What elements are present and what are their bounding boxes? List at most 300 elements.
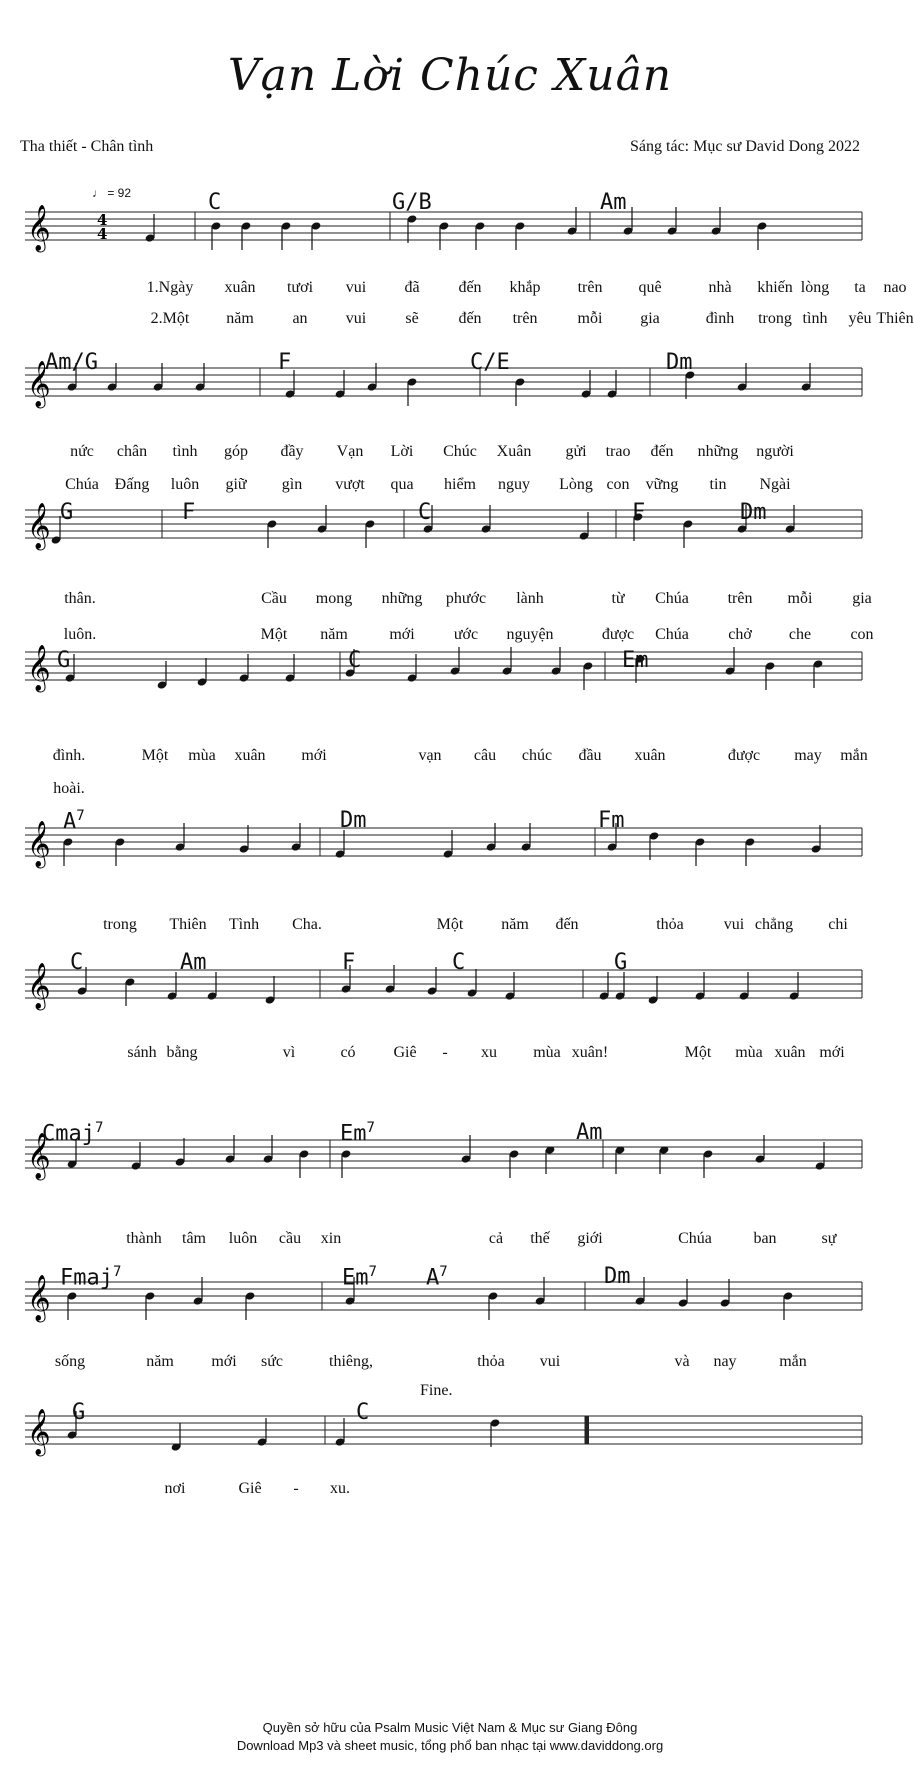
lyric-syllable: đến	[458, 279, 482, 296]
note	[467, 969, 478, 998]
lyric-syllable: người	[756, 443, 794, 460]
note	[703, 1149, 714, 1178]
lyric-syllable: sẽ	[405, 310, 419, 327]
note	[317, 505, 328, 534]
note	[239, 654, 250, 683]
style-marking: Tha thiết - Chân tình	[20, 138, 154, 155]
note	[153, 363, 164, 392]
lyric-syllable: con	[850, 626, 874, 643]
note	[695, 972, 706, 1001]
note	[145, 214, 156, 243]
chord-symbol	[70, 950, 83, 975]
chord-root: A	[63, 809, 77, 835]
chord-root: A	[426, 1265, 440, 1291]
chord-symbol	[418, 500, 431, 525]
lyric-syllable: sống	[54, 1353, 86, 1370]
lyric-syllable: những	[381, 590, 423, 607]
lyric-syllable: có	[340, 1044, 356, 1061]
lyric-syllable: mắn	[779, 1353, 807, 1370]
chord-symbol	[614, 950, 627, 975]
chord-root: C	[356, 1400, 370, 1425]
chord-root: C	[452, 950, 466, 975]
lyric-syllable: mới	[389, 626, 415, 643]
lyric-syllable: cầu	[278, 1230, 302, 1247]
note	[635, 1277, 646, 1306]
note	[193, 1277, 204, 1306]
note	[131, 1142, 142, 1171]
lyric-syllable: đến	[458, 310, 482, 327]
lyric-syllable: mới	[301, 747, 327, 764]
note	[579, 512, 590, 541]
note	[175, 823, 186, 852]
note	[509, 1149, 520, 1178]
lyric-syllable: Ngài	[759, 476, 791, 493]
lyric-syllable: luôn.	[63, 626, 97, 643]
lyric-syllable: mùa	[735, 1044, 763, 1061]
chord-root: G	[60, 500, 74, 525]
note	[145, 1291, 156, 1320]
chord-symbol	[356, 1400, 369, 1425]
note	[801, 363, 812, 392]
lyric-syllable: vui	[345, 279, 367, 296]
lyric-syllable: năm	[146, 1353, 174, 1370]
note	[581, 370, 592, 399]
lyric-syllable: chúc	[521, 747, 553, 764]
chord-root: Dm	[340, 808, 367, 833]
lyric-syllable: đã	[404, 279, 420, 296]
note	[765, 661, 776, 690]
note	[481, 505, 492, 534]
lyric-syllable: nao	[883, 279, 907, 296]
note	[385, 965, 396, 994]
lyric-syllable: hiểm	[444, 476, 476, 493]
note	[167, 972, 178, 1001]
note	[815, 1142, 826, 1171]
note	[535, 1277, 546, 1306]
note	[239, 825, 250, 854]
lyric-syllable: xu	[481, 1044, 497, 1061]
chord-root: F	[342, 950, 356, 975]
lyric-syllable: cả	[488, 1230, 504, 1247]
note	[195, 363, 206, 392]
note	[695, 837, 706, 866]
lyric-syllable: nay	[713, 1353, 737, 1370]
lyric-syllable: Cầu	[261, 590, 287, 607]
note	[783, 1291, 794, 1320]
staff-system	[0, 1396, 900, 1466]
lyric-syllable: những	[697, 443, 739, 460]
chord-symbol	[426, 1264, 448, 1290]
chord-symbol	[342, 1264, 377, 1290]
lyric-syllable: được	[727, 747, 761, 764]
lyric-syllable: năm	[226, 310, 254, 327]
lyric-syllable: che	[788, 626, 812, 643]
chord-root: C	[348, 648, 362, 673]
lyric-syllable: thỏa	[477, 1353, 505, 1370]
lyric-syllable: -	[293, 1480, 299, 1497]
lyric-syllable: gia	[640, 310, 660, 327]
note	[725, 647, 736, 676]
note	[648, 976, 659, 1005]
lyric-syllable: -	[442, 1044, 448, 1061]
lyric-syllable: xuân	[774, 1044, 806, 1061]
composer-credit: Sáng tác: Mục sư David Dong 2022	[630, 138, 860, 155]
lyric-syllable: Chúa	[678, 1230, 712, 1247]
note	[407, 214, 418, 243]
lyric-syllable: mỗi	[577, 310, 603, 327]
chord-symbol	[622, 648, 649, 673]
note	[245, 1291, 256, 1320]
chord-extension: 7	[94, 1120, 104, 1136]
lyric-syllable: sự	[821, 1230, 837, 1247]
chord-root: F	[182, 500, 196, 525]
lyric-syllable: được	[601, 626, 635, 643]
note	[107, 363, 118, 392]
note	[755, 1135, 766, 1164]
note	[211, 221, 222, 250]
lyric-syllable: trên	[577, 279, 603, 296]
lyric-syllable: gửi	[565, 443, 587, 460]
quarter-note-icon: ♩	[92, 186, 104, 200]
note	[515, 221, 526, 250]
chord-root: Am	[600, 190, 627, 215]
lyric-syllable: tâm	[182, 1230, 206, 1247]
lyric-syllable: vạn	[418, 747, 442, 764]
note	[739, 972, 750, 1001]
staff-system	[0, 950, 900, 1020]
lyric-syllable: thỏa	[656, 916, 684, 933]
note	[407, 377, 418, 406]
lyric-syllable: Giê	[238, 1480, 262, 1497]
lyric-syllable: đầu	[578, 747, 602, 764]
lyric-syllable: lòng	[800, 279, 830, 296]
chord-symbol	[470, 350, 510, 375]
chord-symbol	[45, 350, 98, 375]
lyric-syllable: Một	[684, 1044, 712, 1061]
note	[225, 1135, 236, 1164]
chord-root: Em	[342, 1265, 369, 1291]
lyric-syllable: ta	[854, 279, 866, 296]
lyric-syllable: trên	[727, 590, 753, 607]
chord-symbol	[57, 648, 70, 673]
lyric-syllable: hoài.	[53, 780, 85, 797]
note	[175, 1138, 186, 1167]
lyric-syllable: luôn	[228, 1230, 258, 1247]
note	[583, 661, 594, 690]
note	[515, 377, 526, 406]
chord-symbol	[666, 350, 693, 375]
chord-symbol	[452, 950, 465, 975]
note	[157, 661, 168, 690]
lyric-syllable: giữ	[225, 476, 247, 493]
note	[407, 654, 418, 683]
lyric-syllable: giới	[577, 1230, 603, 1247]
note	[311, 221, 322, 250]
staff-system	[0, 1262, 900, 1332]
lyric-syllable: vì	[282, 1044, 296, 1061]
lyric-syllable: mùa	[533, 1044, 561, 1061]
chord-symbol	[600, 190, 627, 215]
lyric-syllable: tình	[802, 310, 828, 327]
treble-clef-icon: 𝄞	[27, 1275, 51, 1321]
lyric-syllable: trong	[103, 916, 137, 933]
time-signature-digit: 4	[97, 211, 108, 229]
note	[615, 1145, 626, 1174]
note	[450, 647, 461, 676]
lyric-syllable: gìn	[281, 476, 303, 493]
lyric-syllable: chẳng	[754, 916, 794, 933]
note	[813, 659, 824, 688]
lyric-syllable: gia	[852, 590, 872, 607]
note	[615, 972, 626, 1001]
note	[720, 1279, 731, 1308]
chord-symbol	[340, 1120, 375, 1146]
lyric-syllable: tình	[172, 443, 198, 460]
chord-root: C	[208, 190, 222, 215]
lyric-syllable: xuân	[234, 747, 266, 764]
chord-symbol	[740, 500, 767, 525]
lyric-syllable: Giê	[393, 1044, 417, 1061]
note	[659, 1145, 670, 1174]
lyric-syllable: xu.	[330, 1480, 350, 1497]
chord-root: G	[614, 950, 628, 975]
note	[607, 370, 618, 399]
note	[505, 972, 516, 1001]
note	[335, 370, 346, 399]
time-signature-digit: 4	[97, 225, 108, 243]
lyric-syllable: khiến	[757, 279, 793, 296]
lyric-syllable: mắn	[840, 747, 868, 764]
note	[67, 1291, 78, 1320]
lyric-syllable: và	[674, 1353, 690, 1370]
lyric-syllable: vui	[539, 1353, 561, 1370]
lyric-syllable: 2.Một	[150, 310, 190, 327]
staff-system	[0, 192, 900, 262]
lyric-syllable: Tình	[228, 916, 260, 933]
lyric-syllable: nơi	[164, 1480, 186, 1497]
chord-symbol	[63, 808, 85, 834]
footer-download: Download Mp3 và sheet music, tổng phổ ban nhạc tại www.daviddong.org	[236, 1738, 664, 1753]
note	[63, 837, 74, 866]
lyric-syllable: xuân	[634, 747, 666, 764]
chord-symbol	[208, 190, 221, 215]
lyric-syllable: vượt	[335, 476, 365, 493]
staff-system	[0, 348, 900, 418]
lyric-syllable: Chúc	[443, 443, 477, 460]
treble-clef-icon: 𝄞	[27, 1409, 51, 1455]
note	[125, 977, 136, 1006]
note	[265, 976, 276, 1005]
lyric-syllable: vui	[723, 916, 745, 933]
chord-extension: 7	[439, 1264, 448, 1280]
chord-root: Cmaj	[42, 1121, 95, 1147]
chord-extension: 7	[366, 1120, 375, 1136]
treble-clef-icon: 𝄞	[27, 645, 51, 691]
lyric-syllable: đến	[555, 916, 579, 933]
chord-symbol	[598, 808, 625, 833]
note	[263, 1135, 274, 1164]
note	[567, 207, 578, 236]
staff-system	[0, 808, 900, 878]
chord-symbol	[632, 500, 645, 525]
treble-clef-icon: 𝄞	[27, 1133, 51, 1179]
lyric-syllable: mùa	[188, 747, 216, 764]
lyric-syllable: Chúa	[655, 590, 689, 607]
lyric-syllable: năm	[320, 626, 348, 643]
note	[678, 1279, 689, 1308]
note	[365, 519, 376, 548]
note	[683, 519, 694, 548]
chord-symbol	[392, 190, 432, 215]
lyric-syllable: mong	[315, 590, 353, 607]
lyric-syllable: Thiên	[876, 310, 914, 327]
chord-root: Am	[180, 950, 207, 975]
note	[335, 1418, 346, 1447]
note	[285, 654, 296, 683]
lyric-syllable: Xuân	[496, 443, 532, 460]
note	[443, 830, 454, 859]
chord-symbol	[60, 500, 73, 525]
lyric-syllable: câu	[473, 747, 497, 764]
note	[341, 1149, 352, 1178]
chord-extension: 7	[368, 1264, 377, 1280]
footer-copyright: Quyền sở hữu của Psalm Music Việt Nam & Mục sư Giang Đông	[262, 1720, 638, 1735]
lyric-syllable: Thiên	[169, 916, 207, 933]
note	[488, 1291, 499, 1320]
chord-symbol	[340, 808, 367, 833]
note	[811, 825, 822, 854]
lyric-syllable: khắp	[509, 279, 541, 296]
lyric-syllable: Đấng	[114, 476, 150, 493]
note	[241, 221, 252, 250]
lyric-syllable: năm	[501, 916, 529, 933]
note	[475, 221, 486, 250]
lyric-syllable: quê	[638, 279, 662, 296]
chord-root: C	[70, 950, 84, 975]
lyric-syllable: 1.Ngày	[146, 279, 194, 296]
lyric-syllable: sức	[261, 1353, 283, 1370]
lyric-syllable: trao	[605, 443, 631, 460]
note	[115, 837, 126, 866]
note	[427, 967, 438, 996]
lyric-syllable: yêu	[848, 310, 872, 327]
chord-symbol	[42, 1120, 103, 1146]
note	[267, 519, 278, 548]
note	[490, 1418, 501, 1447]
chord-symbol	[604, 1264, 631, 1289]
treble-clef-icon: 𝄞	[27, 205, 51, 251]
note	[545, 1145, 556, 1174]
lyric-syllable: Một	[436, 916, 464, 933]
note	[461, 1135, 472, 1164]
lyric-syllable: may	[794, 747, 822, 764]
note	[367, 363, 378, 392]
lyric-syllable: đình	[705, 310, 735, 327]
lyric-syllable: thiêng,	[329, 1353, 373, 1370]
note	[599, 972, 610, 1001]
lyric-syllable: nguy	[498, 476, 530, 493]
lyric-syllable: Lời	[390, 443, 414, 460]
chord-symbol	[72, 1400, 85, 1425]
lyric-syllable: đến	[650, 443, 674, 460]
lyric-syllable: Chúa	[655, 626, 689, 643]
fine-marking: Fine.	[420, 1382, 453, 1399]
chord-root: F	[632, 500, 646, 525]
lyric-syllable: chi	[828, 916, 848, 933]
note	[737, 363, 748, 392]
lyric-syllable: chân	[116, 443, 148, 460]
lyric-syllable: đầy	[280, 443, 304, 460]
treble-clef-icon: 𝄞	[27, 361, 51, 407]
song-title: Vạn Lời Chúc Xuân	[227, 50, 673, 101]
note	[486, 823, 497, 852]
chord-extension: 7	[112, 1264, 122, 1280]
chord-root: C	[418, 500, 432, 525]
lyric-syllable: từ	[611, 590, 625, 607]
lyric-syllable: Chúa	[65, 476, 99, 493]
lyric-syllable: trên	[512, 310, 538, 327]
note	[291, 823, 302, 852]
lyric-syllable: ban	[753, 1230, 777, 1247]
lyric-syllable: Một	[260, 626, 288, 643]
chord-root: G/B	[392, 190, 432, 215]
lyric-syllable: thế	[530, 1230, 550, 1247]
treble-clef-icon: 𝄞	[27, 963, 51, 1009]
note	[335, 830, 346, 859]
chord-symbol	[278, 350, 291, 375]
note	[281, 221, 292, 250]
note	[789, 972, 800, 1001]
lyric-syllable: Một	[141, 747, 169, 764]
lyric-syllable: thành	[126, 1230, 162, 1247]
tempo-value: = 92	[107, 186, 132, 200]
note	[667, 207, 678, 236]
lyric-syllable: an	[292, 310, 308, 327]
chord-symbol	[60, 1264, 121, 1290]
treble-clef-icon: 𝄞	[27, 503, 51, 549]
chord-symbol	[182, 500, 195, 525]
lyric-syllable: luôn	[170, 476, 200, 493]
chord-root: Dm	[604, 1264, 631, 1289]
lyric-syllable: trong	[758, 310, 792, 327]
chord-root: Dm	[666, 350, 693, 375]
lyric-syllable: bằng	[166, 1044, 198, 1061]
staff-system	[0, 1120, 900, 1190]
note	[551, 647, 562, 676]
note	[521, 823, 532, 852]
lyric-syllable: chở	[728, 626, 752, 643]
lyric-syllable: nguyện	[506, 626, 554, 643]
final-barline	[585, 1416, 589, 1444]
lyric-syllable: qua	[390, 476, 414, 493]
lyric-syllable: Lòng	[559, 476, 593, 493]
chord-root: Em	[340, 1121, 367, 1147]
note	[299, 1149, 310, 1178]
lyric-syllable: tươi	[286, 279, 314, 296]
lyric-syllable: xin	[320, 1230, 342, 1247]
lyric-syllable: xuân	[224, 279, 256, 296]
chord-symbol	[180, 950, 207, 975]
lyric-syllable: lành	[516, 590, 544, 607]
chord-root: Em	[622, 648, 649, 673]
lyric-syllable: mới	[819, 1044, 845, 1061]
lyric-syllable: con	[606, 476, 630, 493]
chord-root: F	[278, 350, 292, 375]
note	[745, 837, 756, 866]
lyric-syllable: mỗi	[787, 590, 813, 607]
lyric-syllable: Cha.	[292, 916, 322, 933]
lyric-syllable: xuân!	[571, 1044, 609, 1061]
